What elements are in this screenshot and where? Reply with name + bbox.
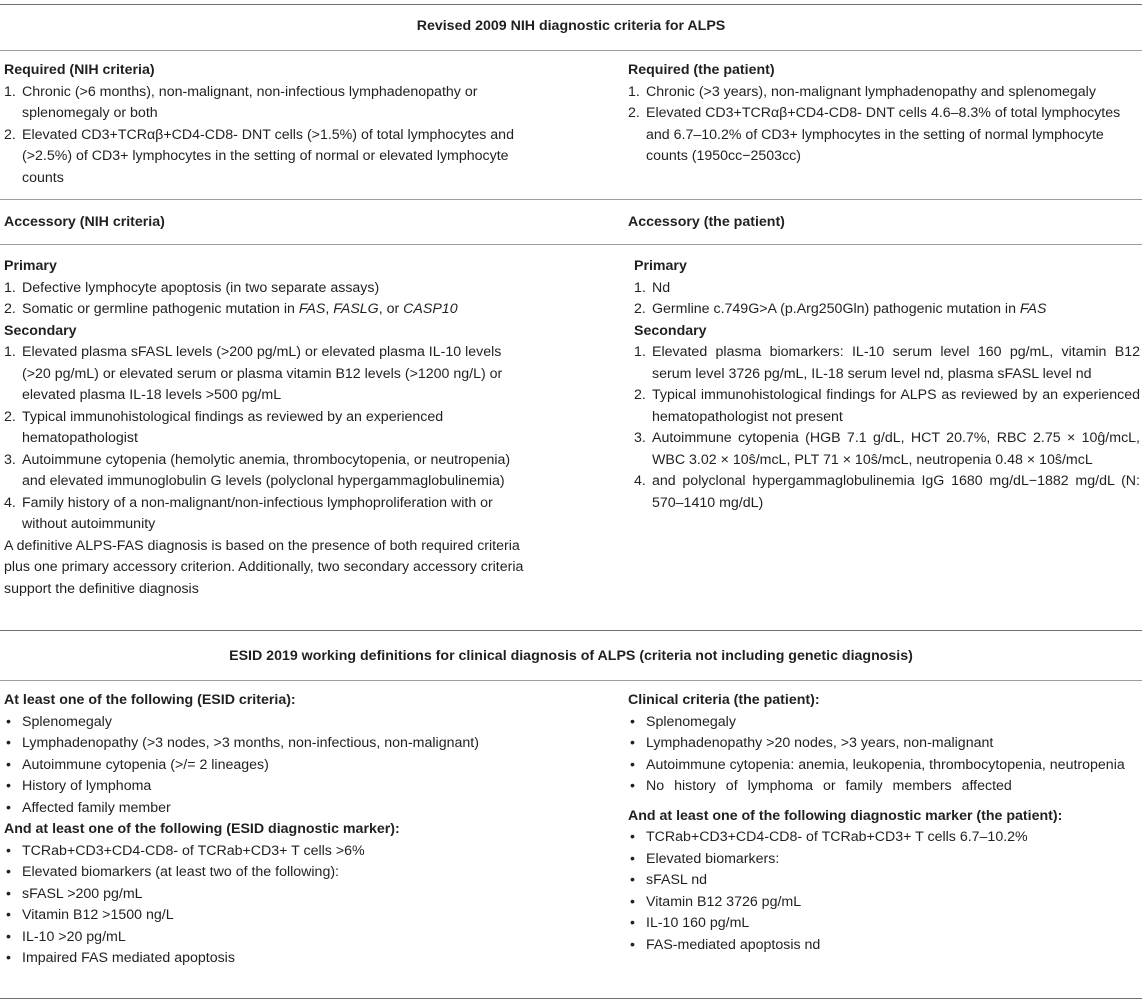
list-item: • History of lymphoma [6,778,152,794]
list-item: • Splenomegaly [6,713,112,730]
list-item: • Vitamin B12 >1500 ng/L [6,907,174,923]
list-item: • Elevated biomarkers: [630,850,780,867]
nih-section-title: Revised 2009 NIH diagnostic criteria for ALPS [416,18,726,34]
bottom-rule [0,998,1142,999]
top-rule [0,4,1142,5]
list-item: 3. Autoimmune cytopenia (HGB 7.1 g/dL, HCT 20.7%, RBC 2.75 × 10ĝ/mcL, WBC 3.02 × 10ŝ/mcL, PLT 71 × 10ŝ/mcL, neutropenia 0.48 × 10ŝ/mcL [634,430,1140,468]
list-item: 2. Elevated CD3+TCRαβ+CD4-CD8- DNT cells (>1.5%) of total lymphocytes and (>2.5%) of CD3+ lymphocytes in the setting of normal or elevated lymphocyte counts [4,126,514,186]
esid-marker-heading: And at least one of the following (ESID diagnostic marker): [4,821,400,837]
list-item: 1. Chronic (>6 months), non-malignant, non-infectious lymphadenopathy or splenomegaly or both [4,83,478,121]
list-item: • No history of lymphoma or family members affected [630,778,1012,794]
patient-clinical-list [628,712,1140,798]
list-item: • Affected family member [6,799,171,816]
list-item: • FAS-mediated apoptosis nd [630,936,821,953]
esid-section-title: ESID 2019 working definitions for clinical diagnosis of ALPS (criteria not including genetic diagnosis) [229,648,913,664]
esid-criteria-list [4,712,524,820]
required-patient-column [628,60,1140,168]
patient-clinical-heading: Clinical criteria (the patient): [628,692,820,708]
patient-secondary-list [634,342,1140,514]
list-item: • sFASL nd [630,872,707,888]
list-item: 4. Family history of a non-malignant/non-infectious lymphoproliferation with or without autoimmunity [4,494,493,532]
patient-marker-heading: And at least one of the following diagnostic marker (the patient): [628,807,1063,824]
list-item: • IL-10 >20 pg/mL [6,928,126,945]
esid-marker-list [4,841,524,970]
required-nih-list [4,82,524,190]
list-item: 2. Typical immunohistological findings as reviewed by an experienced hematopathologist [4,408,444,446]
list-item: 1. Chronic (>3 years), non-malignant lymphadenopathy and splenomegaly [628,83,1096,100]
list-item: 1. Elevated plasma sFASL levels (>200 pg/mL) or elevated plasma IL-10 levels (>20 pg/mL) or elevated serum or plasma vitamin B12 levels (>1200 ng/L) or elevated plasma IL-18 levels >500 pg/mL [4,344,503,403]
list-item: • sFASL >200 pg/mL [6,885,143,902]
required-nih-heading: Required (NIH criteria) [4,62,155,78]
esid-criteria-column [4,690,524,970]
list-item: • Elevated biomarkers (at least two of the following): [6,864,340,880]
list-item: • Lymphadenopathy (>3 nodes, >3 months, non-infectious, non-malignant) [6,735,479,751]
list-item: 2. Typical immunohistological findings for ALPS as reviewed by an experienced hematopathologist not present [634,387,1140,425]
list-item: 4. and polyclonal hypergammaglobulinemia IgG 1680 mg/dL−1882 mg/dL (N: 570–1410 mg/dL) [634,473,1140,511]
accessory-patient-heading: Accessory (the patient) [628,214,785,230]
nih-diagnosis-note: A definitive ALPS-FAS diagnosis is based on the presence of both required criteria plus one primary accessory criterion. Additionally, two secondary accessory criteria support the definitive diagnosis [4,537,524,597]
patient-secondary-label: Secondary [634,322,707,339]
required-patient-heading: Required (the patient) [628,62,775,78]
nih-secondary-list [4,342,524,536]
esid-criteria-heading: At least one of the following (ESID criteria): [4,692,296,708]
nih-primary-list [4,278,524,321]
list-item: • Vitamin B12 3726 pg/mL [630,893,802,910]
nih-primary-label: Primary [4,258,57,274]
rule-under-esid-title [0,680,1142,681]
list-item: • TCRab+CD3+CD4-CD8- of TCRab+CD3+ T cells >6% [6,842,365,859]
patient-primary-label: Primary [634,258,687,274]
list-item: 1. Elevated plasma biomarkers: IL-10 serum level 160 pg/mL, vitamin B12 serum level 3726 pg/mL, IL-18 serum level nd, plasma sFASL level nd [634,344,1140,382]
rule-between-sections [0,630,1142,631]
list-item: 2. Somatic or germline pathogenic mutation in FAS, FASLG, or CASP10 [4,301,458,317]
list-item: • Impaired FAS mediated apoptosis [6,950,235,966]
patient-primary-list [634,278,1140,321]
accessory-patient-column [634,256,1140,514]
accessory-nih-column [4,256,524,600]
accessory-nih-heading: Accessory (NIH criteria) [4,214,165,230]
list-item: • Autoimmune cytopenia: anemia, leukopenia, thrombocytopenia, neutropenia [630,756,1125,773]
rule-under-required [0,199,1142,200]
list-item: 2. Germline c.749G>A (p.Arg250Gln) pathogenic mutation in FAS [634,301,1047,317]
rule-under-nih-title [0,50,1142,51]
list-item: • Lymphadenopathy >20 nodes, >3 years, non-malignant [630,735,994,751]
required-nih-column [4,60,524,189]
list-item: 1. Nd [634,279,671,296]
list-item: • Autoimmune cytopenia (>/= 2 lineages) [6,756,269,773]
list-item: 1. Defective lymphocyte apoptosis (in two separate assays) [4,279,380,296]
list-item: • TCRab+CD3+CD4-CD8- of TCRab+CD3+ T cells 6.7–10.2% [630,829,1028,845]
required-patient-list [628,82,1140,168]
rule-under-accessory-heading [0,244,1142,245]
list-item: 3. Autoimmune cytopenia (hemolytic anemia, thrombocytopenia, or neutropenia) and elevated immunoglobulin G levels (polyclonal hypergammaglobulinemia) [4,451,511,489]
esid-patient-column [628,690,1140,956]
list-item: • Splenomegaly [630,713,736,730]
list-item: • IL-10 160 pg/mL [630,915,750,931]
patient-marker-list [628,827,1140,956]
nih-secondary-label: Secondary [4,322,77,339]
list-item: 2. Elevated CD3+TCRαβ+CD4-CD8- DNT cells 4.6–8.3% of total lymphocytes and 6.7–10.2% of CD3+ lymphocytes in the setting of normal lymphocyte counts (1950cc−2503cc) [628,105,1121,164]
